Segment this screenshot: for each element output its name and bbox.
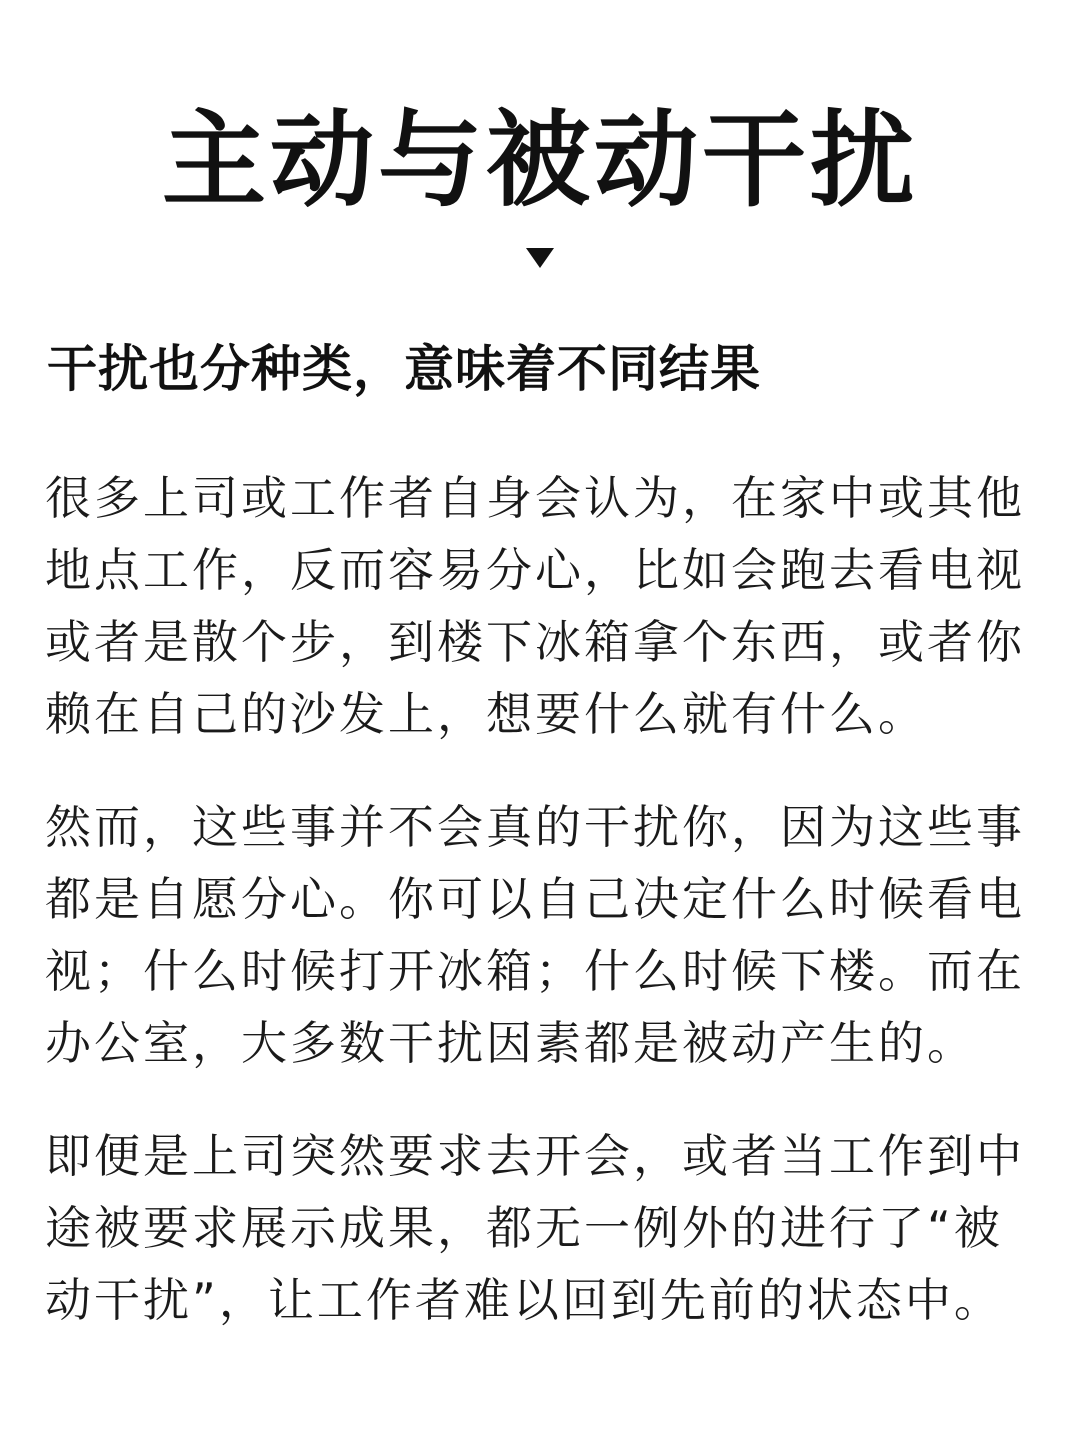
page-title: 主动与被动干扰 xyxy=(161,99,918,221)
down-triangle-icon xyxy=(526,248,554,268)
paragraph-1: 很多上司或工作者自身会认为，在家中或其他地点工作，反而容易分心，比如会跑去看电视或者是散个步，到楼下冰箱拿个东西，或者你赖在自己的沙发上，想要什么就有什么。 xyxy=(45,471,1025,741)
section-subtitle: 干扰也分种类，意味着不同结果 xyxy=(47,340,761,398)
paragraph-2: 然而，这些事并不会真的干扰你，因为这些事都是自愿分心。你可以自己决定什么时候看电视；什么时候打开冰箱；什么时候下楼。而在办公室，大多数干扰因素都是被动产生的。 xyxy=(45,800,1025,1070)
paragraph-3: 即便是上司突然要求去开会，或者当工作到中途被要求展示成果，都无一例外的进行了“被动干扰”，让工作者难以回到先前的状态中。 xyxy=(45,1129,1025,1327)
